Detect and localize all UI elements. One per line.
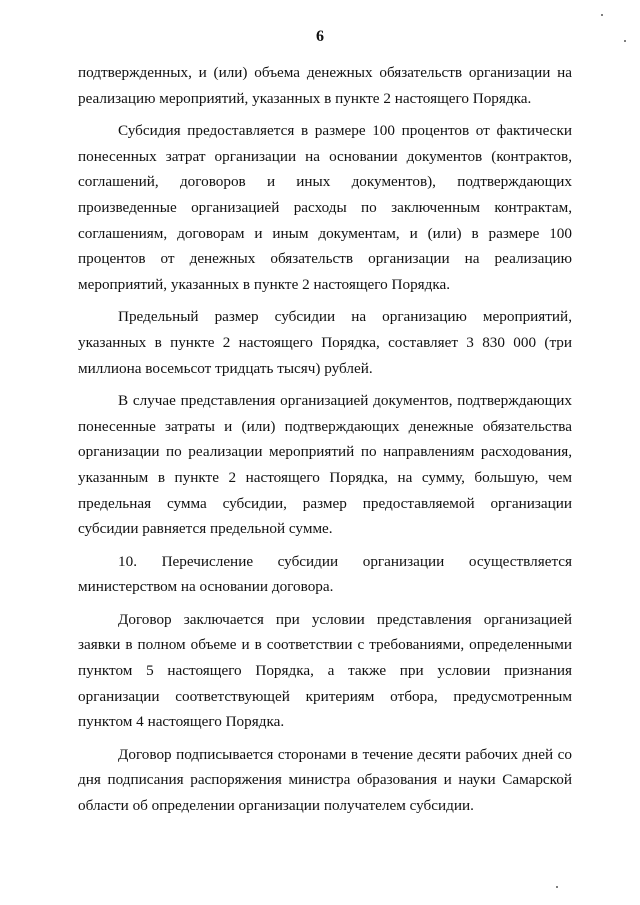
paragraph-subsidy-amount: Субсидия предоставляется в размере 100 процентов от фактически понесенных затрат организации на основании документов (контрактов, соглашений, договоров и иных документов), подтверждающих произведенные организацией расходы по заключенным контрактам, соглашениям, договорам и иным документам, и (или) в размере 100 процентов от денежных обязательств организации на реализацию мероприятий, указанных в пункте 2 настоящего Порядка.	[78, 122, 572, 293]
scan-speck	[601, 14, 603, 16]
paragraph-clause-10: 10. Перечисление субсидии организации осуществляется министерством на основании договора.	[78, 552, 572, 596]
paragraph-continuation: подтвержденных, и (или) объема денежных обязательств организации на реализацию мероприятий, указанных в пункте 2 настоящего Порядка.	[78, 64, 572, 107]
page-number: 6	[316, 28, 324, 45]
paragraph-excess-documents: В случае представления организацией документов, подтверждающих понесенные затраты и (или) подтверждающих денежные обязательства организации по реализации мероприятий по направлениям расходования, указанным в пункте 2 настоящего Порядка, на сумму, большую, чем предельная сумма субсидии, размер предоставляемой организации субсидии равняется предельной сумме.	[78, 392, 572, 538]
scan-speck	[556, 886, 558, 888]
paragraph-subsidy-limit: Предельный размер субсидии на организацию мероприятий, указанных в пункте 2 настоящего Порядка, составляет 3 830 000 (три миллиона восемьсот тридцать тысяч) рублей.	[78, 308, 572, 377]
paragraph-contract-conditions: Договор заключается при условии представления организацией заявки в полном объеме и в соответствии с требованиями, определенными пунктом 5 настоящего Порядка, а также при условии признания организации соответствующей критериям отбора, предусмотренным пунктом 4 настоящего Порядка.	[78, 610, 572, 731]
scan-speck	[624, 40, 626, 42]
paragraph-contract-signing: Договор подписывается сторонами в течение десяти рабочих дней со дня подписания распоряжения министра образования и науки Самарской области об определении организации получателем субсидии.	[78, 745, 572, 815]
document-body	[78, 60, 572, 826]
